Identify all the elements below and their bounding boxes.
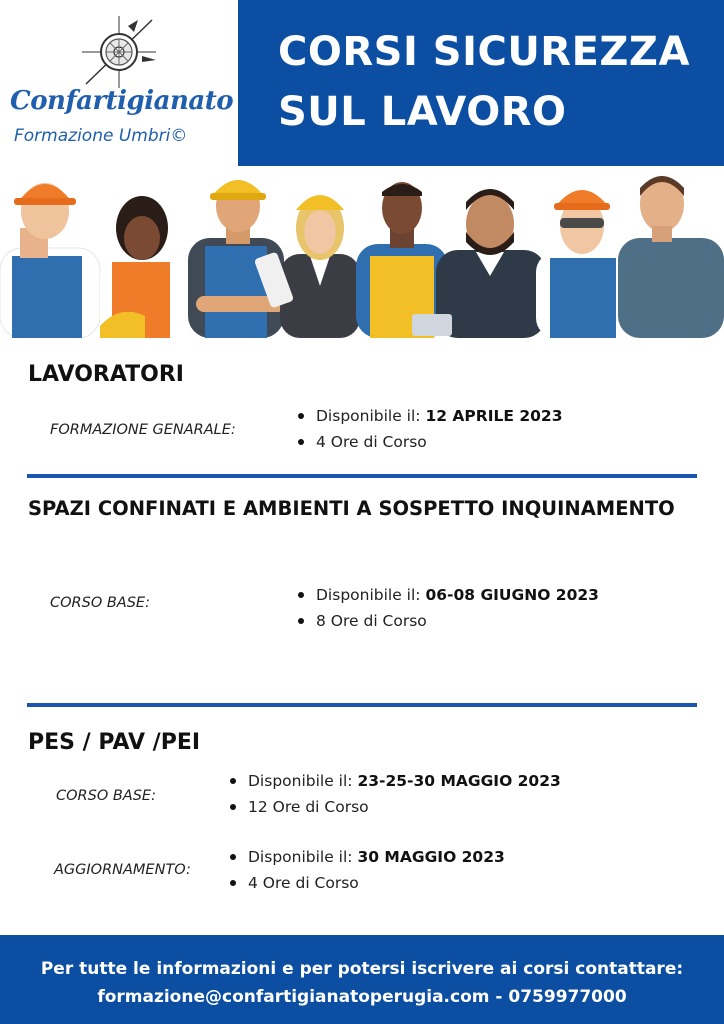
course-details [228,844,505,896]
section-title-pes-pav-pei: PES / PAV /PEI [28,730,201,755]
course-date: 06-08 GIUGNO 2023 [425,586,599,604]
course-date: 12 APRILE 2023 [425,407,563,425]
availability-item [296,403,563,429]
availability-prefix: Disponibile il: [316,407,421,425]
availability-prefix: Disponibile il: [248,772,353,790]
course-date: 30 MAGGIO 2023 [357,848,505,866]
title-banner [238,0,724,166]
course-date: 23-25-30 MAGGIO 2023 [357,772,561,790]
footer-contact-link[interactable]: formazione@confartigianatoperugia.com - 0759977000 [97,987,627,1007]
availability-item [228,768,561,794]
hours-item: 12 Ore di Corso [228,794,561,820]
compass-icon [78,12,160,92]
worker-figure [0,183,100,338]
footer-info-text: Per tutte le informazioni e per potersi iscrivere ai corsi contattare: [40,959,684,979]
section-title-spazi-confinati: SPAZI CONFINATI E AMBIENTI A SOSPETTO INQUINAMENTO [28,497,675,520]
section-title-lavoratori: LAVORATORI [28,362,184,387]
logo [0,0,238,168]
page-title-line1: CORSI SICUREZZA [278,29,690,75]
brand-subtitle: Formazione Umbri© [14,126,188,146]
course-label: CORSO BASE: [56,788,156,804]
page-title-line2: SUL LAVORO [278,89,567,135]
worker-figure [618,176,724,338]
course-details [296,403,563,455]
availability-item [228,844,505,870]
contact-footer [0,935,724,1024]
worker-figure [100,196,182,338]
section-divider [27,703,697,707]
brand-name: Confartigianato [10,86,234,116]
course-label: CORSO BASE: [50,595,150,611]
availability-prefix: Disponibile il: [316,586,421,604]
section-divider [27,474,697,478]
availability-item [296,582,599,608]
hours-item: 8 Ore di Corso [296,608,599,634]
course-details [228,768,561,820]
course-label: FORMAZIONE GENARALE: [50,422,236,438]
workers-illustration [0,166,724,338]
course-label: AGGIORNAMENTO: [54,862,191,878]
worker-figure [536,190,632,338]
course-details [296,582,599,634]
hours-item: 4 Ore di Corso [228,870,505,896]
availability-prefix: Disponibile il: [248,848,353,866]
hours-item: 4 Ore di Corso [296,429,563,455]
